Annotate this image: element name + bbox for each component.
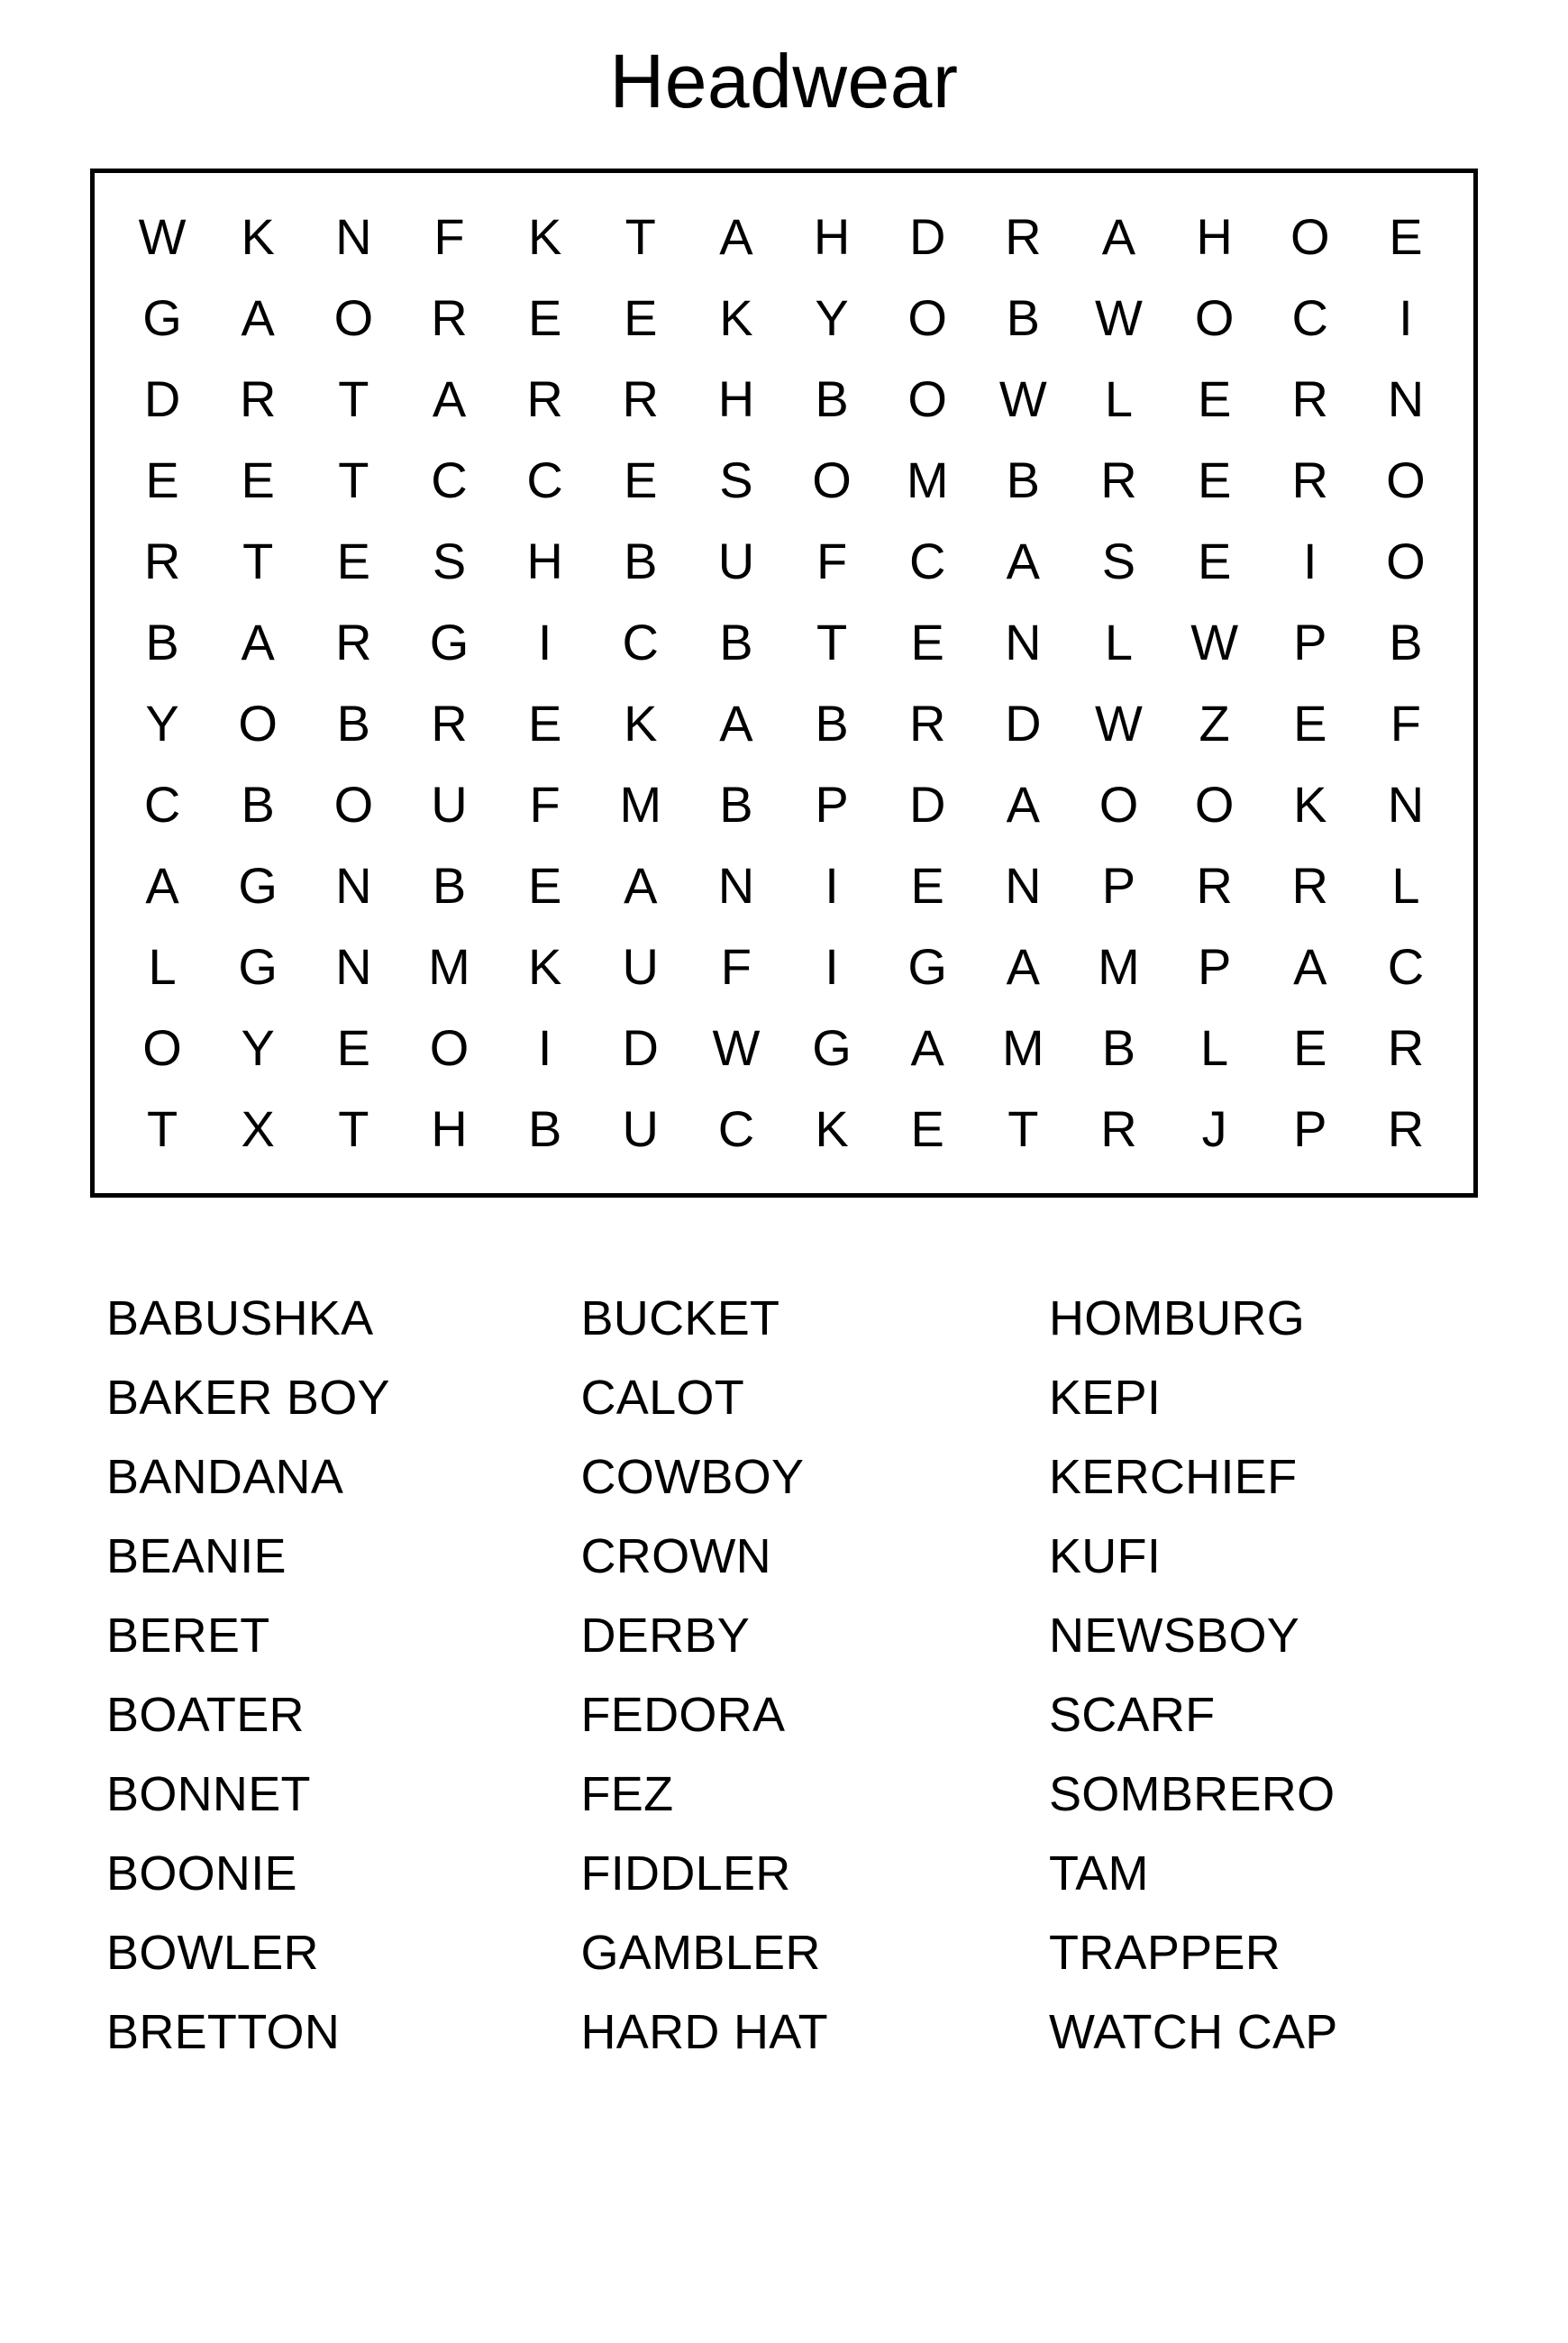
- grid-cell: F: [720, 937, 752, 995]
- letter-grid-body: [114, 196, 1454, 1170]
- page-title: Headwear: [609, 39, 959, 123]
- word-list-item: BABUSHKA: [106, 1290, 374, 1345]
- grid-cell: N: [1005, 613, 1042, 670]
- grid-cell: O: [1386, 451, 1426, 508]
- grid-cell: T: [338, 1099, 369, 1157]
- grid-cell: L: [148, 937, 177, 995]
- grid-cell: R: [1100, 1099, 1137, 1157]
- grid-cell: R: [1005, 207, 1042, 265]
- grid-cell: B: [527, 1099, 562, 1157]
- grid-row: [114, 359, 1454, 440]
- grid-row: [114, 278, 1454, 359]
- grid-cell: R: [622, 369, 659, 427]
- word-list-item: BONNET: [106, 1766, 311, 1821]
- word-list-item: CROWN: [580, 1528, 771, 1583]
- grid-cell: D: [143, 369, 181, 427]
- grid-cell: I: [825, 856, 839, 914]
- grid-cell: C: [1387, 937, 1425, 995]
- grid-cell: A: [1101, 207, 1136, 265]
- grid-cell: R: [431, 288, 468, 346]
- grid-row: [114, 521, 1454, 602]
- word-list-item: KERCHIEF: [1048, 1449, 1298, 1504]
- grid-cell: O: [333, 288, 374, 346]
- grid-cell: B: [815, 369, 849, 427]
- grid-cell: S: [432, 532, 467, 589]
- grid-cell: R: [1387, 1018, 1425, 1076]
- grid-cell: G: [238, 937, 278, 995]
- grid-cell: E: [241, 451, 275, 508]
- word-list-item: BOONIE: [106, 1846, 297, 1901]
- grid-cell: C: [1291, 288, 1328, 346]
- grid-cell: M: [1098, 937, 1140, 995]
- grid-cell: D: [908, 775, 946, 833]
- grid-cell: K: [1293, 775, 1327, 833]
- grid-cell: E: [527, 856, 562, 914]
- grid-cell: A: [241, 613, 275, 670]
- grid-cell: F: [529, 775, 561, 833]
- grid-cell: R: [1387, 1099, 1425, 1157]
- word-list-item: KEPI: [1048, 1370, 1162, 1425]
- letter-grid: [114, 196, 1454, 1170]
- grid-cell: E: [910, 613, 944, 670]
- grid-cell: A: [1006, 775, 1041, 833]
- grid-cell: G: [429, 613, 469, 670]
- grid-cell: N: [1005, 856, 1042, 914]
- word-list-item: TRAPPER: [1048, 1925, 1281, 1980]
- grid-cell: E: [527, 694, 562, 752]
- grid-cell: S: [719, 451, 753, 508]
- grid-cell: R: [1196, 856, 1233, 914]
- grid-cell: R: [335, 613, 372, 670]
- grid-cell: E: [336, 532, 371, 589]
- grid-cell: R: [1100, 451, 1137, 508]
- grid-cell: B: [624, 532, 658, 589]
- grid-cell: E: [1293, 1018, 1327, 1076]
- grid-cell: A: [432, 369, 467, 427]
- grid-cell: M: [1002, 1018, 1044, 1076]
- grid-cell: C: [143, 775, 181, 833]
- word-list-item: HARD HAT: [580, 2004, 828, 2059]
- grid-cell: D: [622, 1018, 659, 1076]
- grid-cell: A: [910, 1018, 944, 1076]
- grid-cell: K: [527, 937, 562, 995]
- grid-cell: R: [239, 369, 277, 427]
- grid-cell: T: [816, 613, 848, 670]
- grid-cell: N: [335, 207, 372, 265]
- grid-cell: G: [907, 937, 947, 995]
- puzzle-grid-wrapper: [90, 169, 1478, 1198]
- grid-cell: P: [1197, 937, 1232, 995]
- grid-cell: A: [1293, 937, 1327, 995]
- grid-cell: L: [1391, 856, 1420, 914]
- grid-cell: Y: [145, 694, 179, 752]
- word-list-item: COWBOY: [580, 1449, 805, 1504]
- grid-cell: G: [142, 288, 182, 346]
- grid-cell: F: [1390, 694, 1422, 752]
- grid-cell: U: [717, 532, 755, 589]
- grid-cell: M: [619, 775, 662, 833]
- grid-row: [114, 926, 1454, 1007]
- grid-cell: O: [142, 1018, 182, 1076]
- word-list-item: BOWLER: [106, 1925, 319, 1980]
- grid-cell: N: [335, 937, 372, 995]
- grid-cell: L: [1104, 613, 1134, 670]
- word-list-item: BANDANA: [106, 1449, 344, 1504]
- grid-cell: O: [907, 369, 947, 427]
- grid-cell: K: [241, 207, 275, 265]
- grid-cell: O: [238, 694, 278, 752]
- grid-cell: H: [526, 532, 563, 589]
- grid-cell: O: [333, 775, 374, 833]
- grid-cell: T: [624, 207, 656, 265]
- grid-cell: R: [431, 694, 468, 752]
- grid-cell: I: [1399, 288, 1413, 346]
- grid-cell: C: [622, 613, 659, 670]
- grid-cell: F: [433, 207, 465, 265]
- grid-cell: O: [1099, 775, 1139, 833]
- grid-cell: E: [1197, 451, 1232, 508]
- grid-cell: B: [815, 694, 849, 752]
- grid-cell: P: [1293, 1099, 1327, 1157]
- grid-cell: C: [526, 451, 563, 508]
- word-list-item: WATCH CAP: [1048, 2004, 1338, 2059]
- grid-cell: O: [429, 1018, 469, 1076]
- word-list-column-3: [1020, 1279, 1478, 2072]
- grid-cell: U: [622, 1099, 659, 1157]
- grid-cell: B: [336, 694, 371, 752]
- grid-cell: W: [1095, 694, 1143, 752]
- grid-cell: I: [537, 1018, 552, 1076]
- grid-cell: F: [816, 532, 848, 589]
- grid-cell: P: [815, 775, 849, 833]
- grid-cell: E: [1197, 369, 1232, 427]
- grid-cell: M: [906, 451, 949, 508]
- grid-cell: M: [428, 937, 470, 995]
- grid-cell: R: [1291, 856, 1328, 914]
- grid-cell: T: [338, 451, 369, 508]
- word-list-item: BRETTON: [106, 2004, 341, 2059]
- word-list-item: CALOT: [580, 1370, 745, 1425]
- grid-cell: U: [431, 775, 468, 833]
- grid-cell: B: [432, 856, 467, 914]
- word-list-item: BEANIE: [106, 1528, 287, 1583]
- grid-cell: H: [1196, 207, 1233, 265]
- grid-cell: N: [1387, 775, 1425, 833]
- grid-cell: R: [143, 532, 181, 589]
- grid-cell: L: [1200, 1018, 1229, 1076]
- grid-cell: B: [241, 775, 275, 833]
- grid-row: [114, 845, 1454, 926]
- grid-cell: E: [1197, 532, 1232, 589]
- grid-cell: W: [1190, 613, 1239, 670]
- grid-cell: E: [527, 288, 562, 346]
- grid-row: [114, 1089, 1454, 1170]
- grid-cell: A: [719, 694, 753, 752]
- grid-row: [114, 683, 1454, 764]
- grid-cell: O: [812, 451, 852, 508]
- grid-cell: H: [717, 369, 755, 427]
- grid-cell: E: [1389, 207, 1423, 265]
- grid-cell: B: [145, 613, 179, 670]
- grid-cell: D: [908, 207, 946, 265]
- grid-cell: D: [1005, 694, 1042, 752]
- grid-cell: B: [1389, 613, 1423, 670]
- puzzle-grid-border: [90, 169, 1478, 1198]
- grid-cell: K: [815, 1099, 849, 1157]
- grid-cell: P: [1101, 856, 1136, 914]
- grid-cell: O: [1386, 532, 1426, 589]
- grid-row: [114, 196, 1454, 278]
- grid-cell: Z: [1199, 694, 1230, 752]
- grid-cell: B: [1006, 451, 1041, 508]
- grid-cell: H: [431, 1099, 468, 1157]
- grid-cell: J: [1201, 1099, 1227, 1157]
- word-list-item: KUFI: [1048, 1528, 1162, 1583]
- grid-cell: O: [1290, 207, 1330, 265]
- grid-cell: T: [338, 369, 369, 427]
- word-list-item: BOATER: [106, 1687, 305, 1742]
- grid-cell: R: [1291, 369, 1328, 427]
- grid-cell: C: [908, 532, 946, 589]
- grid-cell: E: [1293, 694, 1327, 752]
- grid-cell: B: [719, 613, 753, 670]
- grid-cell: C: [431, 451, 468, 508]
- grid-cell: B: [1006, 288, 1041, 346]
- grid-cell: O: [1194, 288, 1235, 346]
- grid-row: [114, 1007, 1454, 1089]
- grid-cell: X: [241, 1099, 275, 1157]
- grid-cell: A: [1006, 937, 1041, 995]
- grid-cell: T: [146, 1099, 178, 1157]
- grid-cell: W: [998, 369, 1047, 427]
- grid-cell: E: [624, 451, 658, 508]
- grid-cell: R: [1291, 451, 1328, 508]
- grid-cell: N: [335, 856, 372, 914]
- grid-cell: I: [537, 613, 552, 670]
- grid-cell: K: [527, 207, 562, 265]
- word-list-item: FEZ: [580, 1766, 674, 1821]
- grid-row: [114, 602, 1454, 683]
- grid-cell: E: [145, 451, 179, 508]
- word-list-item: BUCKET: [580, 1290, 780, 1345]
- grid-cell: N: [717, 856, 755, 914]
- grid-cell: U: [622, 937, 659, 995]
- grid-cell: Y: [241, 1018, 275, 1076]
- grid-cell: A: [624, 856, 658, 914]
- word-list-item: GAMBLER: [580, 1925, 821, 1980]
- grid-row: [114, 440, 1454, 521]
- grid-cell: E: [336, 1018, 371, 1076]
- word-list-item: DERBY: [580, 1608, 751, 1663]
- grid-cell: T: [1007, 1099, 1039, 1157]
- grid-cell: K: [624, 694, 658, 752]
- grid-cell: A: [145, 856, 179, 914]
- word-list-item: NEWSBOY: [1048, 1608, 1300, 1663]
- word-list-item: BAKER BOY: [106, 1370, 390, 1425]
- grid-cell: I: [825, 937, 839, 995]
- word-list-item: SCARF: [1048, 1687, 1216, 1742]
- word-list-column-1: [106, 1279, 562, 2072]
- grid-cell: T: [242, 532, 274, 589]
- word-search-page: [0, 36, 1568, 2343]
- grid-cell: A: [241, 288, 275, 346]
- grid-cell: O: [907, 288, 947, 346]
- word-list-item: HOMBURG: [1048, 1290, 1306, 1345]
- grid-cell: P: [1293, 613, 1327, 670]
- grid-cell: N: [1387, 369, 1425, 427]
- grid-cell: C: [717, 1099, 755, 1157]
- word-list-item: FIDDLER: [580, 1846, 791, 1901]
- grid-cell: S: [1101, 532, 1136, 589]
- grid-cell: R: [526, 369, 563, 427]
- word-list-item: SOMBRERO: [1048, 1766, 1336, 1821]
- grid-cell: A: [719, 207, 753, 265]
- word-list-item: BERET: [106, 1608, 270, 1663]
- grid-cell: E: [624, 288, 658, 346]
- grid-cell: I: [1302, 532, 1317, 589]
- grid-cell: O: [1194, 775, 1235, 833]
- grid-cell: B: [1101, 1018, 1136, 1076]
- word-list-column-2: [562, 1279, 1019, 2072]
- word-list-item: FEDORA: [580, 1687, 786, 1742]
- grid-row: [114, 764, 1454, 845]
- grid-cell: W: [138, 207, 187, 265]
- grid-cell: L: [1104, 369, 1134, 427]
- grid-cell: K: [719, 288, 753, 346]
- grid-cell: G: [812, 1018, 852, 1076]
- grid-cell: G: [238, 856, 278, 914]
- grid-cell: Y: [815, 288, 849, 346]
- grid-cell: R: [908, 694, 946, 752]
- grid-cell: A: [1006, 532, 1041, 589]
- word-list-item: TAM: [1048, 1846, 1149, 1901]
- word-list: [90, 1279, 1478, 2072]
- grid-cell: H: [813, 207, 851, 265]
- grid-cell: W: [1095, 288, 1143, 346]
- grid-cell: E: [910, 1099, 944, 1157]
- grid-cell: B: [719, 775, 753, 833]
- grid-cell: E: [910, 856, 944, 914]
- grid-cell: W: [712, 1018, 761, 1076]
